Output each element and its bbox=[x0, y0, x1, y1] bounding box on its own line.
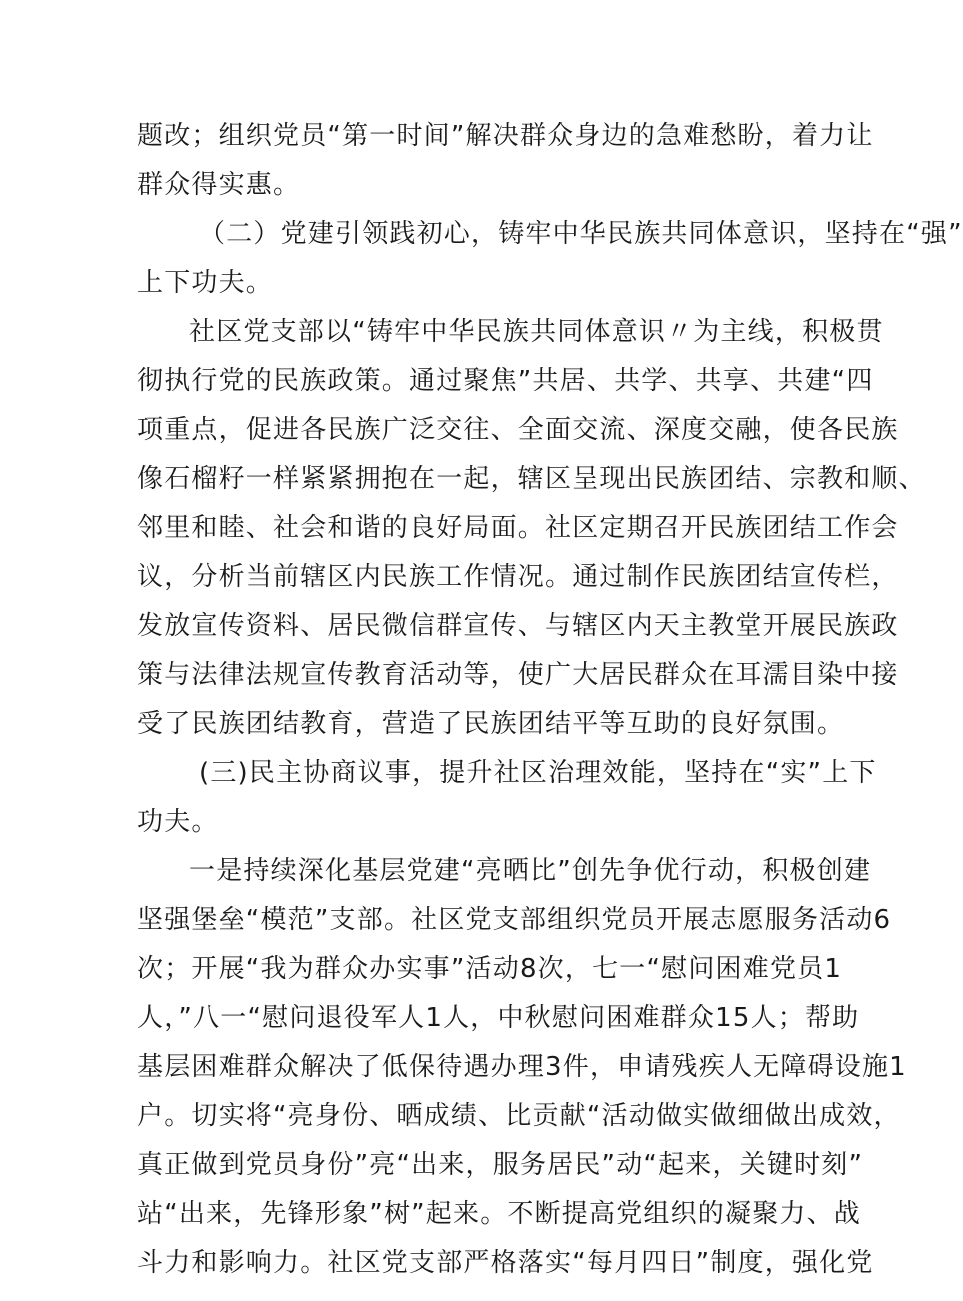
paragraph-line: 一是持续深化基层党建“亮晒比”创先争优行动，积极创建 bbox=[189, 856, 872, 886]
paragraph-line: 邻里和睦、社会和谐的良好局面。社区定期召开民族团结工作会 bbox=[137, 513, 899, 543]
paragraph-line: 议，分析当前辖区内民族工作情况。通过制作民族团结宣传栏， bbox=[137, 562, 899, 592]
paragraph-line: 发放宣传资料、居民微信群宣传、与辖区内天主教堂开展民族政 bbox=[137, 611, 899, 641]
paragraph-line: 基层困难群众解决了低保待遇办理3件，申请残疾人无障碍设施1 bbox=[137, 1052, 907, 1082]
section-heading-2-cont: 上下功夫。 bbox=[137, 268, 274, 298]
paragraph-line: 次；开展“我为群众办实事”活动8次，七一“慰问困难党员1 bbox=[137, 954, 843, 984]
paragraph-line: 真正做到党员身份”亮“出来，服务居民”动“起来，关键时刻” bbox=[137, 1150, 864, 1180]
paragraph-line: 斗力和影响力。社区党支部严格落实“每月四日”制度，强化党 bbox=[137, 1248, 874, 1278]
paragraph-line: 策与法律法规宣传教育活动等，使广大居民群众在耳濡目染中接 bbox=[137, 660, 899, 690]
section-heading-3-cont: 功夫。 bbox=[137, 807, 219, 837]
paragraph-line: 项重点，促进各民族广泛交往、全面交流、深度交融，使各民族 bbox=[137, 415, 899, 445]
paragraph-line: 彻执行党的民族政策。通过聚焦”共居、共学、共享、共建“四 bbox=[137, 366, 874, 396]
paragraph-line: 坚强堡垒“模范”支部。社区党支部组织党员开展志愿服务活动6 bbox=[137, 905, 892, 935]
paragraph-line: 社区党支部以“铸牢中华民族共同体意识〃为主线，积极贯 bbox=[189, 317, 884, 347]
section-heading-2: （二）党建引领践初心，铸牢中华民族共同体意识，坚持在“强” bbox=[199, 219, 963, 249]
paragraph-line: 人，”八一“慰问退役军人1人，中秋慰问困难群众15人；帮助 bbox=[137, 1003, 860, 1033]
paragraph-line-continuation: 题改；组织党员“第一时间”解决群众身边的急难愁盼，着力让 bbox=[137, 121, 874, 151]
paragraph-line-continuation: 群众得实惠。 bbox=[137, 170, 301, 200]
paragraph-line: 户。切实将“亮身份、晒成绩、比贡献“活动做实做细做出成效， bbox=[137, 1101, 901, 1131]
section-heading-3: (三)民主协商议事，提升社区治理效能，坚持在“实”上下 bbox=[199, 758, 877, 788]
document-body bbox=[137, 112, 963, 1288]
paragraph-line: 像石榴籽一样紧紧拥抱在一起，辖区呈现出民族团结、宗教和顺、 bbox=[137, 464, 926, 494]
paragraph-line: 受了民族团结教育，营造了民族团结平等互助的良好氛围。 bbox=[137, 709, 845, 739]
paragraph-line: 站“出来，先锋形象”树”起来。不断提高党组织的凝聚力、战 bbox=[137, 1199, 862, 1229]
